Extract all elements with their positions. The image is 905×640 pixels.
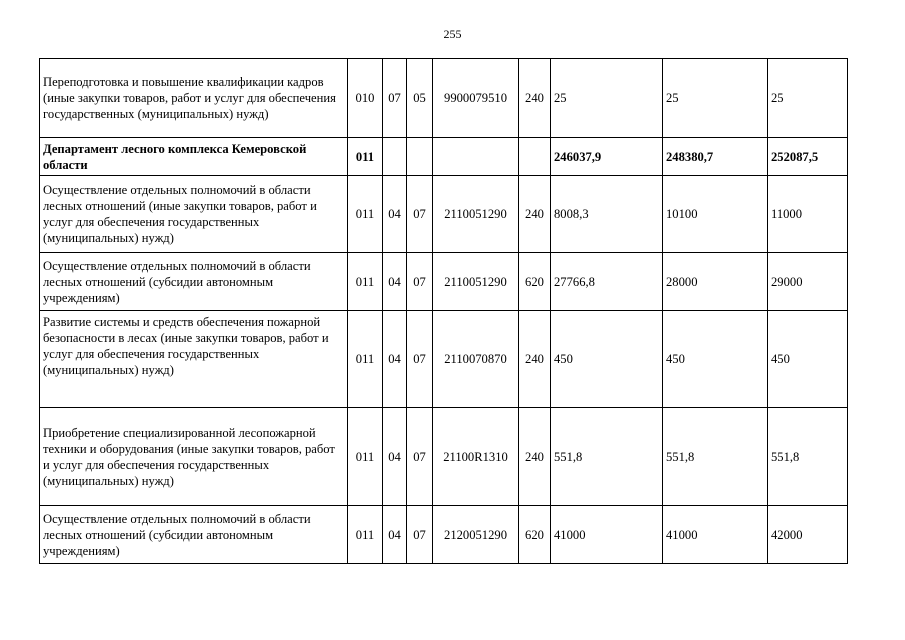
row-name: Осуществление отдельных полномочий в области лесных отношений (иные закупки товаров, работ и услуг для обеспечения государственных (муниципальных) нужд): [40, 176, 348, 253]
target-code: 2120051290: [433, 506, 519, 564]
section-code: 04: [383, 506, 407, 564]
dept-code: 011: [348, 506, 383, 564]
target-code: 2110070870: [433, 311, 519, 408]
dept-code: 011: [348, 253, 383, 311]
row-name: Переподготовка и повышение квалификации кадров (иные закупки товаров, работ и услуг для обеспечения государственных (муниципальных) нужд): [40, 59, 348, 138]
subsection-code: 07: [407, 253, 433, 311]
amount-year2: 551,8: [663, 408, 768, 506]
amount-year1: 25: [551, 59, 663, 138]
table-row: [40, 408, 848, 506]
amount-year2: 10100: [663, 176, 768, 253]
amount-year1: 8008,3: [551, 176, 663, 253]
table-row: [40, 176, 848, 253]
amount-year3: 551,8: [768, 408, 848, 506]
expense-code: 620: [519, 506, 551, 564]
row-name: Приобретение специализированной лесопожарной техники и оборудования (иные закупки товаров, работ и услуг для обеспечения государственных (муниципальных) нужд): [40, 408, 348, 506]
budget-table: [39, 58, 848, 564]
amount-year3: 29000: [768, 253, 848, 311]
amount-year3: 252087,5: [768, 138, 848, 176]
dept-code: 010: [348, 59, 383, 138]
amount-year1: 551,8: [551, 408, 663, 506]
section-code: 04: [383, 253, 407, 311]
expense-code: 240: [519, 311, 551, 408]
subsection-code: 05: [407, 59, 433, 138]
subsection-code: 07: [407, 176, 433, 253]
subsection-code: 07: [407, 408, 433, 506]
amount-year3: 25: [768, 59, 848, 138]
expense-code: 240: [519, 59, 551, 138]
amount-year1: 27766,8: [551, 253, 663, 311]
target-code: 2110051290: [433, 176, 519, 253]
amount-year3: 11000: [768, 176, 848, 253]
section-code: 04: [383, 311, 407, 408]
expense-code: 240: [519, 408, 551, 506]
expense-code: 240: [519, 176, 551, 253]
amount-year1: 450: [551, 311, 663, 408]
dept-code: 011: [348, 311, 383, 408]
section-code: [383, 138, 407, 176]
section-code: 07: [383, 59, 407, 138]
row-name: Осуществление отдельных полномочий в области лесных отношений (субсидии автономным учреждениям): [40, 506, 348, 564]
dept-code: 011: [348, 176, 383, 253]
row-name: Департамент лесного комплекса Кемеровской области: [40, 138, 348, 176]
amount-year3: 450: [768, 311, 848, 408]
target-code: [433, 138, 519, 176]
target-code: 21100R1310: [433, 408, 519, 506]
amount-year1: 41000: [551, 506, 663, 564]
table-row: [40, 253, 848, 311]
table-row: [40, 138, 848, 176]
amount-year1: 246037,9: [551, 138, 663, 176]
expense-code: 620: [519, 253, 551, 311]
amount-year2: 41000: [663, 506, 768, 564]
target-code: 9900079510: [433, 59, 519, 138]
table-row: [40, 59, 848, 138]
amount-year2: 450: [663, 311, 768, 408]
dept-code: 011: [348, 408, 383, 506]
subsection-code: 07: [407, 506, 433, 564]
section-code: 04: [383, 176, 407, 253]
row-name: Осуществление отдельных полномочий в области лесных отношений (субсидии автономным учреждениям): [40, 253, 348, 311]
subsection-code: 07: [407, 311, 433, 408]
table-row: [40, 311, 848, 408]
dept-code: 011: [348, 138, 383, 176]
subsection-code: [407, 138, 433, 176]
target-code: 2110051290: [433, 253, 519, 311]
expense-code: [519, 138, 551, 176]
section-code: 04: [383, 408, 407, 506]
table-row: [40, 506, 848, 564]
amount-year2: 248380,7: [663, 138, 768, 176]
amount-year2: 28000: [663, 253, 768, 311]
page-number: 255: [443, 27, 462, 41]
amount-year2: 25: [663, 59, 768, 138]
row-name: Развитие системы и средств обеспечения пожарной безопасности в лесах (иные закупки товаров, работ и услуг для обеспечения государственных (муниципальных) нужд): [40, 311, 348, 408]
amount-year3: 42000: [768, 506, 848, 564]
